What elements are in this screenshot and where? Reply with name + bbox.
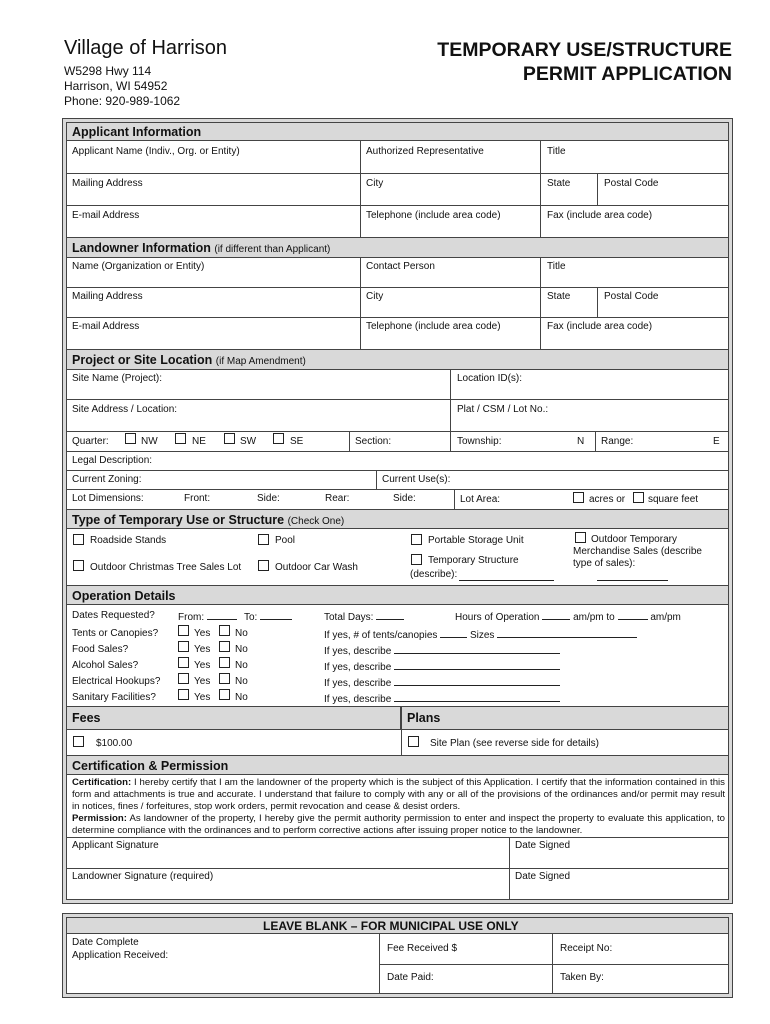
lot-rear-field[interactable]: Rear: xyxy=(325,493,350,504)
roadside-label: Roadside Stands xyxy=(90,535,167,546)
fee-amount: $100.00 xyxy=(96,738,133,749)
storage-checkbox[interactable] xyxy=(411,534,422,545)
permission-text: Permission: As landowner of the property, I hereby give the permit authority permission to enter and inspect the property to evaluate this application, to determine compliance with the ordinances and to perform corrective actions after issuing proper notice to the landowner. xyxy=(72,813,725,836)
range-field[interactable]: Range: xyxy=(601,436,634,447)
applicant-date-signed-field[interactable]: Date Signed xyxy=(515,840,571,851)
landowner-postal-field[interactable]: Postal Code xyxy=(604,291,659,302)
temp-structure-label1: Temporary Structure xyxy=(428,555,519,566)
plans-heading: Plans xyxy=(407,711,441,725)
food-followup-field[interactable]: If yes, describe xyxy=(324,644,560,658)
fees-heading: Fees xyxy=(72,711,101,725)
site-address-field[interactable]: Site Address / Location: xyxy=(72,404,178,415)
quarter-sw-label: SW xyxy=(240,436,257,447)
cert-heading: Certification & Permission xyxy=(72,759,229,773)
township-field[interactable]: Township: xyxy=(457,436,502,447)
food-question: Food Sales? xyxy=(72,644,129,655)
site-plan-label: Site Plan (see reverse side for details) xyxy=(430,738,599,749)
legal-description-field[interactable]: Legal Description: xyxy=(72,455,153,466)
applicant-title-field[interactable]: Title xyxy=(547,146,566,157)
electrical-question: Electrical Hookups? xyxy=(72,676,161,687)
applicant-postal-field[interactable]: Postal Code xyxy=(604,178,659,189)
landowner-title-field[interactable]: Title xyxy=(547,261,566,272)
alcohol-yes-checkbox[interactable] xyxy=(178,657,189,668)
tents-question: Tents or Canopies? xyxy=(72,628,159,639)
outdoor-merch-label3: type of sales): xyxy=(573,558,636,569)
current-uses-field[interactable]: Current Use(s): xyxy=(382,474,451,485)
sanitary-no-label: No xyxy=(235,692,248,703)
section-field[interactable]: Section: xyxy=(355,436,392,447)
applicant-rep-field[interactable]: Authorized Representative xyxy=(366,146,484,157)
quarter-ne-label: NE xyxy=(192,436,206,447)
taken-by-field[interactable]: Taken By: xyxy=(560,972,604,983)
date-complete-label1: Date Complete xyxy=(72,937,139,948)
outdoor-merch-label1: Outdoor Temporary xyxy=(591,534,677,545)
landowner-email-field[interactable]: E-mail Address xyxy=(72,321,140,332)
food-yes-label: Yes xyxy=(194,644,211,655)
landowner-heading: Landowner Information (if different than Applicant) xyxy=(72,241,331,255)
tents-followup-field[interactable]: If yes, # of tents/canopies Sizes xyxy=(324,628,637,642)
sanitary-yes-checkbox[interactable] xyxy=(178,689,189,700)
plans-heading-bar xyxy=(401,706,729,730)
applicant-state-field[interactable]: State xyxy=(547,178,571,189)
landowner-contact-field[interactable]: Contact Person xyxy=(366,261,435,272)
site-name-field[interactable]: Site Name (Project): xyxy=(72,373,163,384)
lot-front-field[interactable]: Front: xyxy=(184,493,211,504)
sanitary-yes-label: Yes xyxy=(194,692,211,703)
total-days-field[interactable]: Total Days: xyxy=(324,610,404,624)
lot-dimensions-label: Lot Dimensions: xyxy=(72,493,144,504)
acres-checkbox[interactable] xyxy=(573,492,584,503)
lot-side1-field[interactable]: Side: xyxy=(257,493,280,504)
food-yes-checkbox[interactable] xyxy=(178,641,189,652)
applicant-phone-field[interactable]: Telephone (include area code) xyxy=(366,210,501,221)
storage-label: Portable Storage Unit xyxy=(428,535,524,546)
applicant-heading: Applicant Information xyxy=(72,125,202,139)
xmas-checkbox[interactable] xyxy=(73,560,84,571)
outdoor-merch-checkbox[interactable] xyxy=(575,532,586,543)
township-n: N xyxy=(577,436,585,447)
landowner-date-signed-field[interactable]: Date Signed xyxy=(515,871,571,882)
landowner-state-field[interactable]: State xyxy=(547,291,571,302)
applicant-name-field[interactable]: Applicant Name (Indiv., Org. or Entity) xyxy=(72,146,240,157)
quarter-sw-checkbox[interactable] xyxy=(224,433,235,444)
quarter-label: Quarter: xyxy=(72,436,109,447)
type-heading: Type of Temporary Use or Structure (Check One) xyxy=(72,513,345,527)
alcohol-no-checkbox[interactable] xyxy=(219,657,230,668)
location-ids-field[interactable]: Location ID(s): xyxy=(457,373,523,384)
quarter-se-label: SE xyxy=(290,436,304,447)
landowner-name-field[interactable]: Name (Organization or Entity) xyxy=(72,261,205,272)
sanitary-no-checkbox[interactable] xyxy=(219,689,230,700)
dates-requested-label: Dates Requested? xyxy=(72,610,155,621)
outdoor-merch-label2: Merchandise Sales (describe xyxy=(573,546,702,557)
acres-label: acres or xyxy=(589,494,626,505)
lot-area-field[interactable]: Lot Area: xyxy=(460,494,501,505)
lot-side2-field[interactable]: Side: xyxy=(393,493,416,504)
tents-yes-checkbox[interactable] xyxy=(178,625,189,636)
landowner-fax-field[interactable]: Fax (include area code) xyxy=(547,321,653,332)
electrical-yes-checkbox[interactable] xyxy=(178,673,189,684)
plat-field[interactable]: Plat / CSM / Lot No.: xyxy=(457,404,549,415)
temp-structure-checkbox[interactable] xyxy=(411,554,422,565)
roadside-checkbox[interactable] xyxy=(73,534,84,545)
applicant-email-field[interactable]: E-mail Address xyxy=(72,210,140,221)
quarter-nw-label: NW xyxy=(141,436,158,447)
village-address-line2: Harrison, WI 54952 xyxy=(64,79,168,93)
landowner-city-field[interactable]: City xyxy=(366,291,384,302)
food-no-label: No xyxy=(235,644,248,655)
pool-label: Pool xyxy=(275,535,296,546)
date-complete-label2: Application Received: xyxy=(72,950,169,961)
site-heading: Project or Site Location (if Map Amendment) xyxy=(72,353,306,367)
food-no-checkbox[interactable] xyxy=(219,641,230,652)
village-address-line1: W5298 Hwy 114 xyxy=(64,64,152,78)
quarter-ne-checkbox[interactable] xyxy=(175,433,186,444)
alcohol-followup-field[interactable]: If yes, describe xyxy=(324,660,560,674)
quarter-nw-checkbox[interactable] xyxy=(125,433,136,444)
temp-structure-label2: (describe): xyxy=(410,569,458,580)
electrical-no-label: No xyxy=(235,676,248,687)
fee-received-field[interactable]: Fee Received $ xyxy=(387,943,458,954)
electrical-yes-label: Yes xyxy=(194,676,211,687)
applicant-fax-field[interactable]: Fax (include area code) xyxy=(547,210,653,221)
hours-field[interactable]: Hours of Operation am/pm to am/pm xyxy=(455,612,681,623)
certification-text: Certification: I hereby certify that I am the landowner of the property which is the subject of this Application. I certify that the information contained in this form and attachments is true and accurate. I understand that failure to comply with any or all of the provisions of the ordinances and/or permit may result in notices, fines / forfeitures, stop work orders, permit revocation and cease & desist orders. xyxy=(72,777,725,812)
sanitary-followup-field[interactable]: If yes, describe xyxy=(324,692,560,706)
sqft-checkbox[interactable] xyxy=(633,492,644,503)
tents-no-checkbox[interactable] xyxy=(219,625,230,636)
quarter-se-checkbox[interactable] xyxy=(273,433,284,444)
to-field[interactable]: To: xyxy=(244,610,292,624)
receipt-no-field[interactable]: Receipt No: xyxy=(560,943,613,954)
electrical-no-checkbox[interactable] xyxy=(219,673,230,684)
tents-yes-label: Yes xyxy=(194,628,211,639)
alcohol-no-label: No xyxy=(235,660,248,671)
landowner-phone-field[interactable]: Telephone (include area code) xyxy=(366,321,501,332)
form-title-line2: PERMIT APPLICATION xyxy=(522,63,732,85)
date-paid-field[interactable]: Date Paid: xyxy=(387,972,434,983)
from-field[interactable]: From: xyxy=(178,610,237,624)
applicant-signature-field[interactable]: Applicant Signature xyxy=(72,840,159,851)
sqft-label: square feet xyxy=(648,494,699,505)
alcohol-question: Alcohol Sales? xyxy=(72,660,139,671)
applicant-mailing-field[interactable]: Mailing Address xyxy=(72,178,143,189)
pool-checkbox[interactable] xyxy=(258,534,269,545)
form-title-line1: TEMPORARY USE/STRUCTURE xyxy=(437,39,732,61)
range-e: E xyxy=(713,436,720,447)
electrical-followup-field[interactable]: If yes, describe xyxy=(324,676,560,690)
fee-checkbox[interactable] xyxy=(73,736,84,747)
tents-no-label: No xyxy=(235,628,248,639)
carwash-label: Outdoor Car Wash xyxy=(275,562,358,573)
landowner-mailing-field[interactable]: Mailing Address xyxy=(72,291,143,302)
sanitary-question: Sanitary Facilities? xyxy=(72,692,156,703)
xmas-label: Outdoor Christmas Tree Sales Lot xyxy=(90,562,242,573)
fees-heading-bar xyxy=(66,706,401,730)
site-plan-checkbox[interactable] xyxy=(408,736,419,747)
operation-heading: Operation Details xyxy=(72,589,176,603)
village-name: Village of Harrison xyxy=(64,37,228,59)
applicant-city-field[interactable]: City xyxy=(366,178,384,189)
carwash-checkbox[interactable] xyxy=(258,560,269,571)
current-zoning-field[interactable]: Current Zoning: xyxy=(72,474,142,485)
alcohol-yes-label: Yes xyxy=(194,660,211,671)
municipal-heading: LEAVE BLANK – FOR MUNICIPAL USE ONLY xyxy=(263,919,519,933)
landowner-signature-field[interactable]: Landowner Signature (required) xyxy=(72,871,214,882)
village-phone: Phone: 920-989-1062 xyxy=(64,94,181,108)
